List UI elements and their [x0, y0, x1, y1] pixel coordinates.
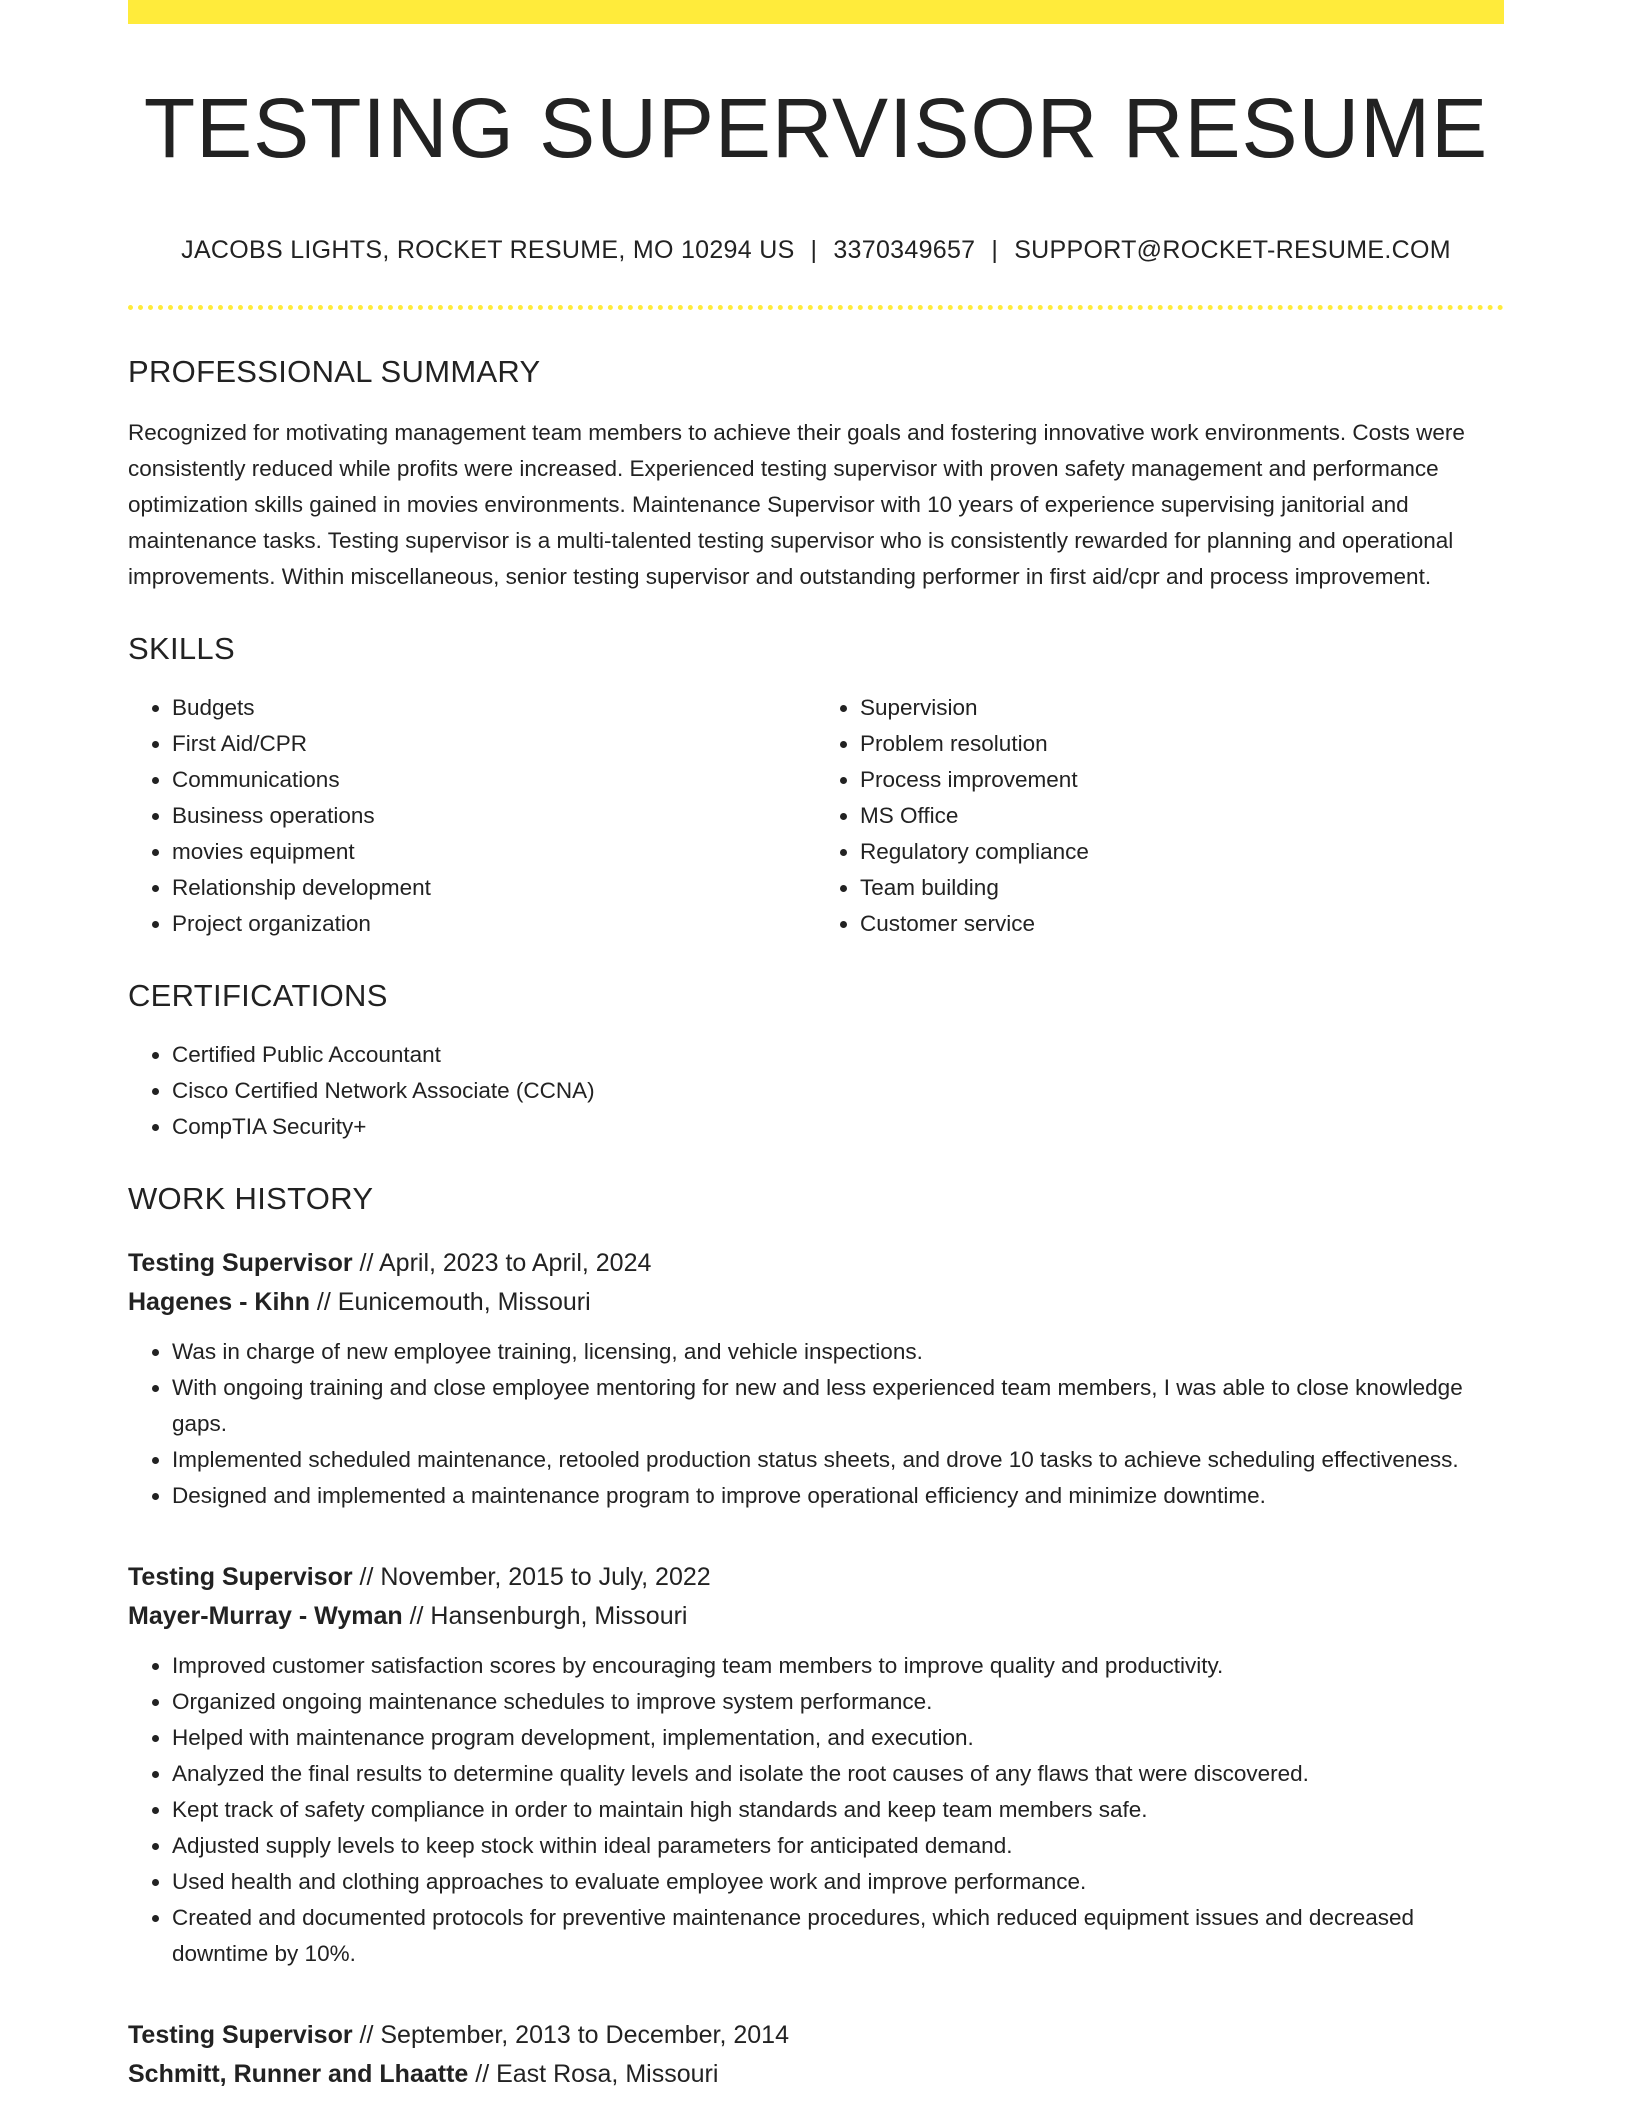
contact-separator: |	[991, 236, 999, 264]
contact-line	[128, 236, 1504, 265]
job-entry	[128, 1244, 1504, 1514]
job-dates: // November, 2015 to July, 2022	[352, 1563, 711, 1591]
skill-item: • MS Office	[860, 798, 1504, 834]
job-company-line	[128, 1597, 1504, 1636]
skill-item: • Budgets	[172, 690, 816, 726]
certifications-list	[128, 1037, 1504, 1145]
job-title-line	[128, 1558, 1504, 1597]
job-title: Testing Supervisor	[128, 2021, 353, 2049]
skill-item: • movies equipment	[172, 834, 816, 870]
skill-item: • Relationship development	[172, 870, 816, 906]
certifications-section	[128, 980, 1504, 1145]
work-history-heading: WORK HISTORY	[128, 1181, 374, 1216]
skill-item: • First Aid/CPR	[172, 726, 816, 762]
certification-item: • Certified Public Accountant	[172, 1037, 1504, 1073]
job-title: Testing Supervisor	[128, 1563, 353, 1591]
skill-item: • Process improvement	[860, 762, 1504, 798]
job-bullet: • Kept track of safety compliance in order to maintain high standards and keep team members safe.	[172, 1792, 1504, 1828]
job-entry	[128, 1558, 1504, 1972]
job-company-line	[128, 1283, 1504, 1322]
resume-title: TESTING SUPERVISOR RESUME	[143, 81, 1489, 175]
job-bullet: • Designed and implemented a maintenance program to improve operational efficiency and minimize downtime.	[172, 1478, 1504, 1514]
certification-item: • Cisco Certified Network Associate (CCNA)	[172, 1073, 1504, 1109]
job-title: Testing Supervisor	[128, 1249, 353, 1277]
skills-section	[128, 633, 1504, 942]
skills-list-left	[128, 690, 816, 942]
skill-item: • Supervision	[860, 690, 1504, 726]
summary-text: Recognized for motivating management team members to achieve their goals and fostering innovative work environments. Costs were consistently reduced while profits were increased. Experienced testing supervisor with proven safety management and performance optimization skills gained in movies environments. Maintenance Supervisor with 10 years of experience supervising janitorial and maintenance tasks. Testing supervisor is a multi-talented testing supervisor who is consistently rewarded for planning and operational improvements. Within miscellaneous, senior testing supervisor and outstanding performer in first aid/cpr and process improvement.	[128, 420, 1465, 589]
skill-item: • Project organization	[172, 906, 816, 942]
job-bullet: • Analyzed the final results to determine quality levels and isolate the root causes of any flaws that were discovered.	[172, 1756, 1504, 1792]
job-title-line	[128, 2016, 1504, 2055]
skill-item: • Team building	[860, 870, 1504, 906]
job-dates: // September, 2013 to December, 2014	[352, 2021, 789, 2049]
job-title-line	[128, 1244, 1504, 1283]
job-bullet: • Implemented scheduled maintenance, retooled production status sheets, and drove 10 tasks to achieve scheduling effectiveness.	[172, 1442, 1504, 1478]
job-bullet: • Organized ongoing maintenance schedules to improve system performance.	[172, 1684, 1504, 1720]
job-bullets	[128, 1648, 1504, 1972]
job-company-line	[128, 2055, 1504, 2094]
job-bullet: • With ongoing training and close employee mentoring for new and less experienced team members, I was able to close knowledge gaps.	[172, 1370, 1504, 1442]
job-bullet: • Used health and clothing approaches to evaluate employee work and improve performance.	[172, 1864, 1504, 1900]
job-bullet: • Created and documented protocols for preventive maintenance procedures, which reduced equipment issues and decreased downtime by 10%.	[172, 1900, 1504, 1972]
accent-top-bar	[128, 0, 1504, 24]
skills-heading: SKILLS	[128, 631, 235, 666]
job-bullet: • Was in charge of new employee training, licensing, and vehicle inspections.	[172, 1334, 1504, 1370]
resume-page	[128, 0, 1504, 2094]
job-location: // East Rosa, Missouri	[468, 2060, 719, 2088]
skill-item: • Communications	[172, 762, 816, 798]
job-location: // Eunicemouth, Missouri	[309, 1288, 591, 1316]
job-bullet: • Improved customer satisfaction scores by encouraging team members to improve quality and productivity.	[172, 1648, 1504, 1684]
job-entry	[128, 2016, 1504, 2094]
job-bullet: • Helped with maintenance program development, implementation, and execution.	[172, 1720, 1504, 1756]
contact-phone: 3370349657	[833, 236, 976, 264]
summary-section	[128, 356, 1504, 595]
skill-item: • Business operations	[172, 798, 816, 834]
work-history-section	[128, 1183, 1504, 2094]
skills-list-right	[816, 690, 1504, 942]
contact-email: SUPPORT@ROCKET-RESUME.COM	[1014, 236, 1451, 264]
skills-columns	[128, 690, 1504, 942]
skill-item: • Customer service	[860, 906, 1504, 942]
contact-address: JACOBS LIGHTS, ROCKET RESUME, MO 10294 US	[181, 236, 795, 264]
skill-item: • Regulatory compliance	[860, 834, 1504, 870]
job-company: Hagenes - Kihn	[128, 1288, 310, 1316]
skill-item: • Problem resolution	[860, 726, 1504, 762]
contact-separator: |	[810, 236, 818, 264]
job-bullet: • Adjusted supply levels to keep stock within ideal parameters for anticipated demand.	[172, 1828, 1504, 1864]
job-location: // Hansenburgh, Missouri	[402, 1602, 688, 1630]
job-bullets	[128, 1334, 1504, 1514]
certifications-heading: CERTIFICATIONS	[128, 978, 388, 1013]
certification-item: • CompTIA Security+	[172, 1109, 1504, 1145]
summary-heading: PROFESSIONAL SUMMARY	[128, 354, 541, 389]
job-company: Mayer-Murray - Wyman	[128, 1602, 403, 1630]
dotted-divider	[128, 305, 1504, 310]
job-company: Schmitt, Runner and Lhaatte	[128, 2060, 469, 2088]
job-dates: // April, 2023 to April, 2024	[352, 1249, 652, 1277]
